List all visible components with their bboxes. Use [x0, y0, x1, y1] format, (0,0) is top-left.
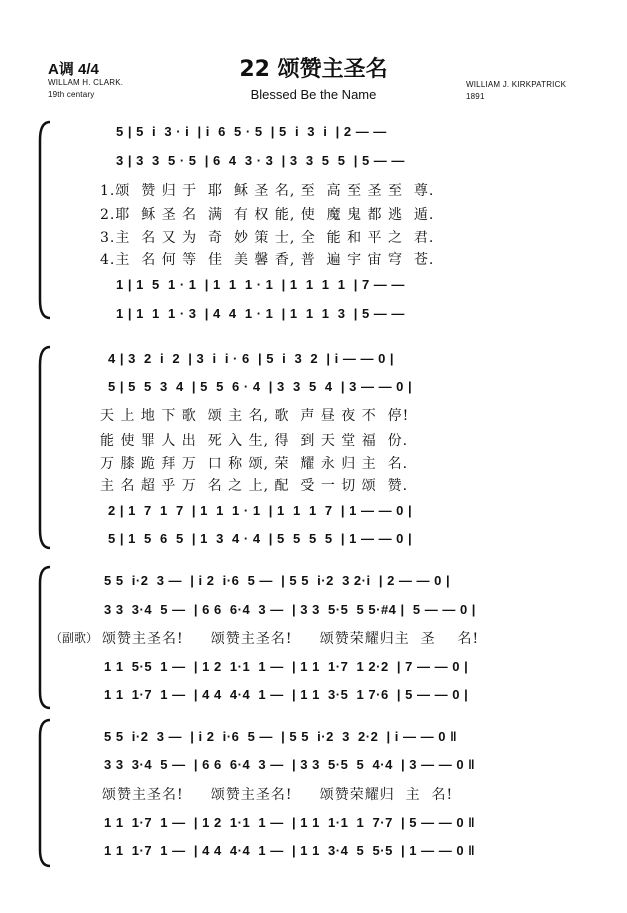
system4-soprano: 5 5 i·2 3 — | i 2 i·6 5 — | 5 5 i·2 3 2·2 | i — — 0 ‖: [104, 729, 458, 744]
system4-tenor: 1 1 1·7 1 — | 1 2 1·1 1 — | 1 1 1·1 1 7·7 | 5 — — 0 ‖: [104, 815, 476, 830]
system1-soprano: 5 | 5 i 3 · i | i 6 5 · 5 | 5 i 3 i | 2 — —: [116, 124, 387, 139]
system1-tenor: 1 | 1 5 1 · 1 | 1 1 1 · 1 | 1 1 1 1 | 7 — —: [116, 277, 405, 292]
system1-verse1: 1.颂 赞 归 于 耶 稣 圣 名, 至 高 至 圣 至 尊.: [100, 183, 435, 199]
system4-lyric: 颂赞主圣名! 颂赞主圣名! 颂赞荣耀归 主 名!: [102, 787, 454, 803]
system2-verse1: 天 上 地 下 歌 颂 主 名, 歌 声 昼 夜 不 停!: [100, 408, 410, 424]
composer: WILLIAM J. KIRKPATRICK: [466, 80, 567, 89]
system3-lyric: 颂赞主圣名! 颂赞主圣名! 颂赞荣耀归主 圣 名!: [102, 631, 480, 647]
chorus-label: （副歌）: [50, 631, 99, 645]
system2-verse3: 万 膝 跪 拜 万 口 称 颂, 荣 耀 永 归 主 名.: [100, 456, 409, 472]
system2-bass: 5 | 1 5 6 5 | 1 3 4 · 4 | 5 5 5 5 | 1 — — 0 |: [108, 531, 413, 546]
system2-tenor: 2 | 1 7 1 7 | 1 1 1 · 1 | 1 1 1 7 | 1 — — 0 |: [108, 503, 413, 518]
system4-bass: 1 1 1·7 1 — | 4 4 4·4 1 — | 1 1 3·4 5 5·5 | 1 — — 0 ‖: [104, 843, 476, 858]
system2-verse2: 能 使 罪 人 出 死 入 生, 得 到 天 堂 福 份.: [100, 433, 409, 449]
song-subtitle: Blessed Be the Name: [250, 87, 377, 102]
system1-verse2: 2.耶 稣 圣 名 满 有 权 能, 使 魔 鬼 都 逃 遁.: [100, 207, 435, 223]
system1-bass: 1 | 1 1 1 · 3 | 4 4 1 · 1 | 1 1 1 3 | 5 — —: [116, 306, 405, 321]
system2-soprano: 4 | 3 2 i 2 | 3 i i · 6 | 5 i 3 2 | i — — 0 |: [108, 351, 395, 366]
system2-alto: 5 | 5 5 3 4 | 5 5 6 · 4 | 3 3 5 4 | 3 — — 0 |: [108, 379, 413, 394]
system3-alto: 3 3 3·4 5 — | 6 6 6·4 3 — | 3 3 5·5 5 5·#4 | 5 — — 0 |: [104, 602, 476, 617]
composition-year: 1891: [466, 92, 485, 101]
system-brace-2: [38, 345, 52, 550]
song-title: 22 颂赞主圣名: [239, 57, 388, 82]
system1-verse4: 4.主 名 何 等 佳 美 馨 香, 普 遍 宇 宙 穹 苍.: [100, 252, 435, 268]
system1-verse3: 3.主 名 又 为 奇 妙 策 士, 全 能 和 平 之 君.: [100, 230, 435, 246]
system-brace-1: [38, 120, 52, 320]
system3-bass: 1 1 1·7 1 — | 4 4 4·4 1 — | 1 1 3·5 1 7·6 | 5 — — 0 |: [104, 687, 469, 702]
system2-verse4: 主 名 超 乎 万 名 之 上, 配 受 一 切 颂 赞.: [100, 478, 409, 494]
system1-alto: 3 | 3 3 5 · 5 | 6 4 3 · 3 | 3 3 5 5 | 5 — —: [116, 153, 405, 168]
lyricist: WILLAM H. CLARK.: [48, 78, 124, 87]
lyricist-era: 19th centary: [48, 90, 95, 99]
system3-tenor: 1 1 5·5 1 — | 1 2 1·1 1 — | 1 1 1·7 1 2·2 | 7 — — 0 |: [104, 659, 469, 674]
key-signature: A调 4/4: [48, 61, 99, 78]
system-brace-4: [38, 718, 52, 868]
system4-alto: 3 3 3·4 5 — | 6 6 6·4 3 — | 3 3 5·5 5 4·4 | 3 — — 0 ‖: [104, 757, 476, 772]
system3-soprano: 5 5 i·2 3 — | i 2 i·6 5 — | 5 5 i·2 3 2·i | 2 — — 0 |: [104, 573, 451, 588]
